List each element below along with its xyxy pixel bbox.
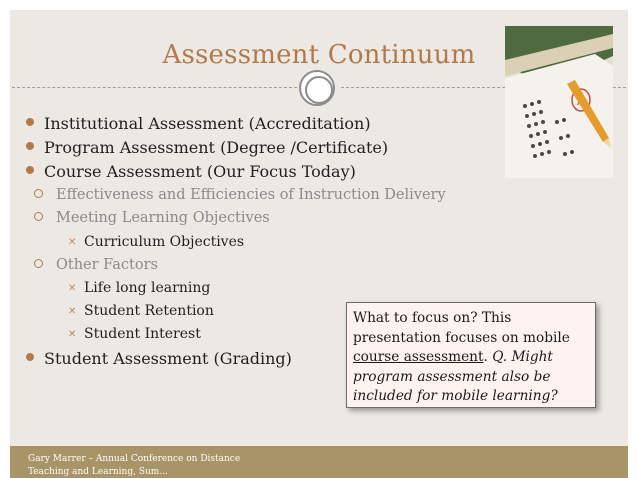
footer-bar <box>10 446 628 478</box>
cross-bullet-icon: ✕ <box>68 306 77 317</box>
bullet-text: Student Assessment (Grading) <box>44 349 292 368</box>
bullet-text: Program Assessment (Degree /Certificate) <box>44 138 389 157</box>
sub-sub-bullet-life-long-learning <box>68 280 210 296</box>
slide-title: Assessment Continuum <box>162 40 476 70</box>
sub-bullet-text: Meeting Learning Objectives <box>56 210 270 226</box>
bullet-program-assessment <box>26 138 388 157</box>
sub-sub-bullet-text: Curriculum Objectives <box>84 234 245 250</box>
bullet-text: Course Assessment (Our Focus Today) <box>44 162 356 181</box>
circle-ornament-icon <box>299 70 335 106</box>
callout-note-box <box>346 302 596 408</box>
cross-bullet-icon: ✕ <box>68 283 77 294</box>
bullet-text: Institutional Assessment (Accreditation) <box>44 114 371 133</box>
footer-text: Gary Marrer – Annual Conference on Distance Teaching and Learning, Sum... <box>28 454 241 477</box>
bullet-dot-icon <box>26 142 34 150</box>
bullet-dot-icon <box>26 353 34 361</box>
bullet-student-assessment <box>26 349 292 368</box>
sub-bullet-effectiveness <box>34 187 446 203</box>
hollow-circle-icon <box>34 189 43 198</box>
title-divider-left <box>12 87 297 88</box>
sub-bullet-other-factors <box>34 257 158 273</box>
bullet-institutional-assessment <box>26 114 371 133</box>
bullet-course-assessment <box>26 162 356 181</box>
callout-text: What to focus on? This presentation focuses on mobile <box>353 310 570 346</box>
cross-bullet-icon: ✕ <box>68 329 77 340</box>
cross-bullet-icon: ✕ <box>68 237 77 248</box>
sub-bullet-text: Other Factors <box>56 257 158 273</box>
sub-sub-bullet-student-interest <box>68 326 201 342</box>
sub-sub-bullet-text: Student Retention <box>84 303 214 319</box>
sub-sub-bullet-text: Life long learning <box>84 280 211 296</box>
hollow-circle-icon <box>34 259 43 268</box>
sub-sub-bullet-student-retention <box>68 303 214 319</box>
callout-underlined-text: course assessment <box>353 349 484 365</box>
bullet-dot-icon <box>26 166 34 174</box>
hollow-circle-icon <box>34 212 43 221</box>
bullet-dot-icon <box>26 118 34 126</box>
slide <box>10 10 628 478</box>
callout-question-text: Q. Might program assessment also be included for mobile learning? <box>353 349 558 404</box>
sub-bullet-text: Effectiveness and Efficiencies of Instruction Delivery <box>56 187 446 203</box>
callout-text-separator: . <box>483 349 493 365</box>
sub-bullet-learning-objectives <box>34 210 270 226</box>
sub-sub-bullet-text: Student Interest <box>84 326 201 342</box>
test-sheet-photo <box>505 26 613 178</box>
sub-sub-bullet-curriculum-objectives <box>68 234 244 250</box>
